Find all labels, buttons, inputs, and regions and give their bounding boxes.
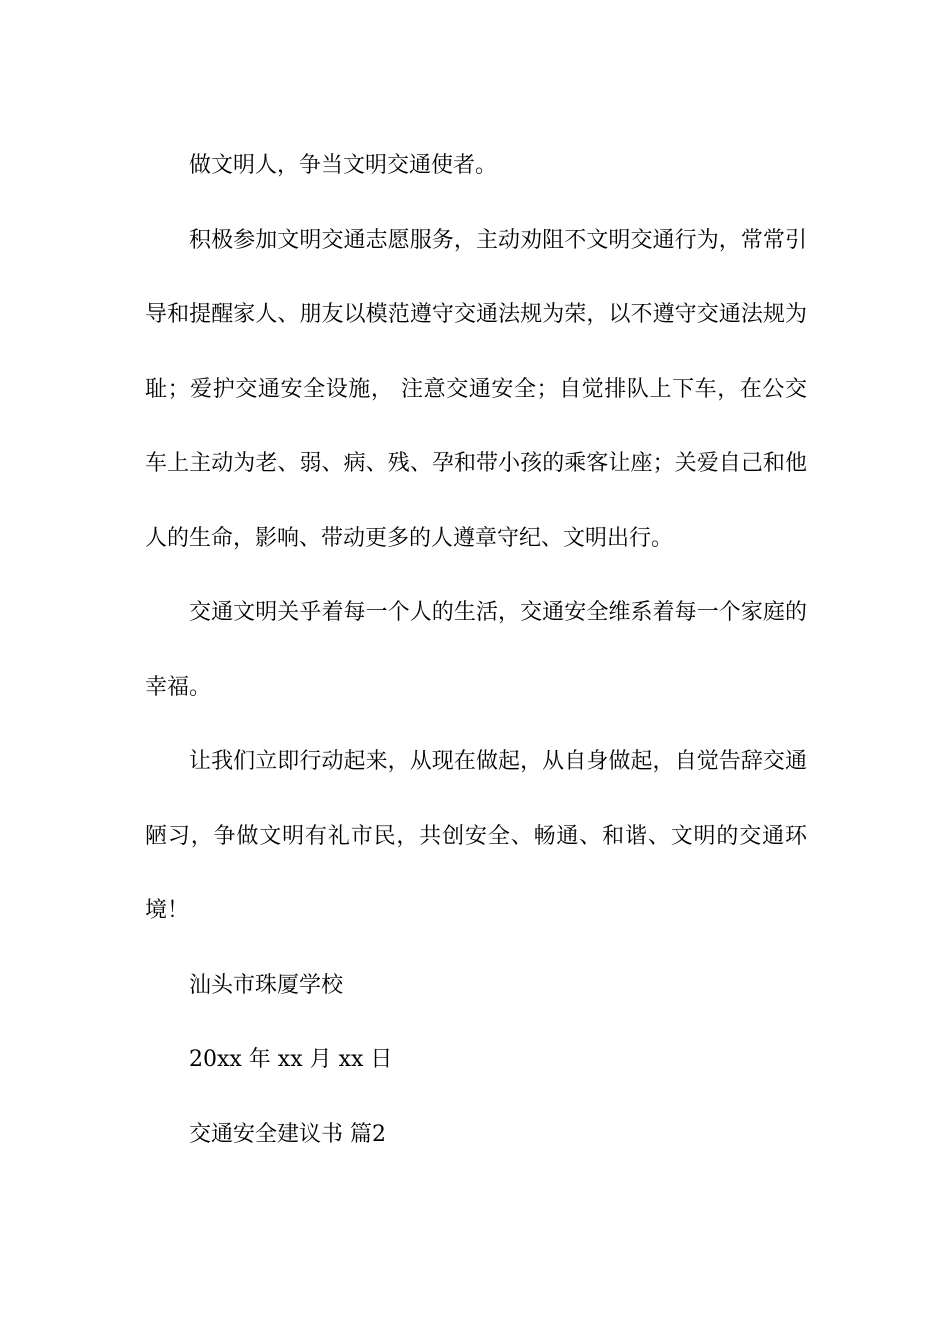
document-body (145, 129, 807, 1172)
paragraph-civilized-person: 做文明人，争当文明交通使者。 (189, 153, 498, 178)
paragraph-call-to-action: 让我们立即行动起来，从现在做起，从自身做起，自觉告辞交通陋习，争做文明有礼市民，共创安全、畅通、和谐、文明的交通环境！ (145, 749, 807, 923)
next-section-heading: 交通安全建议书 篇2 (189, 1121, 386, 1147)
paragraph-volunteer-service: 积极参加文明交通志愿服务，主动劝阻不文明交通行为，常常引导和提醒家人、朋友以模范遵守交通法规为荣，以不遵守交通法规为耻；爱护交通安全设施， 注意交通安全；自觉排队上下车，在公交车上主动为老、弱、病、残、孕和带小孩的乘客让座；关爱自己和他人的生命，影响、带动更多的人遵章守纪、文明出行。 (145, 227, 807, 551)
signature-school: 汕头市珠厦学校 (189, 972, 344, 998)
paragraph-traffic-civilization: 交通文明关乎着每一个人的生活，交通安全维系着每一个家庭的幸福。 (145, 600, 807, 700)
signature-date: 20xx 年 xx 月 xx 日 (189, 1047, 393, 1072)
